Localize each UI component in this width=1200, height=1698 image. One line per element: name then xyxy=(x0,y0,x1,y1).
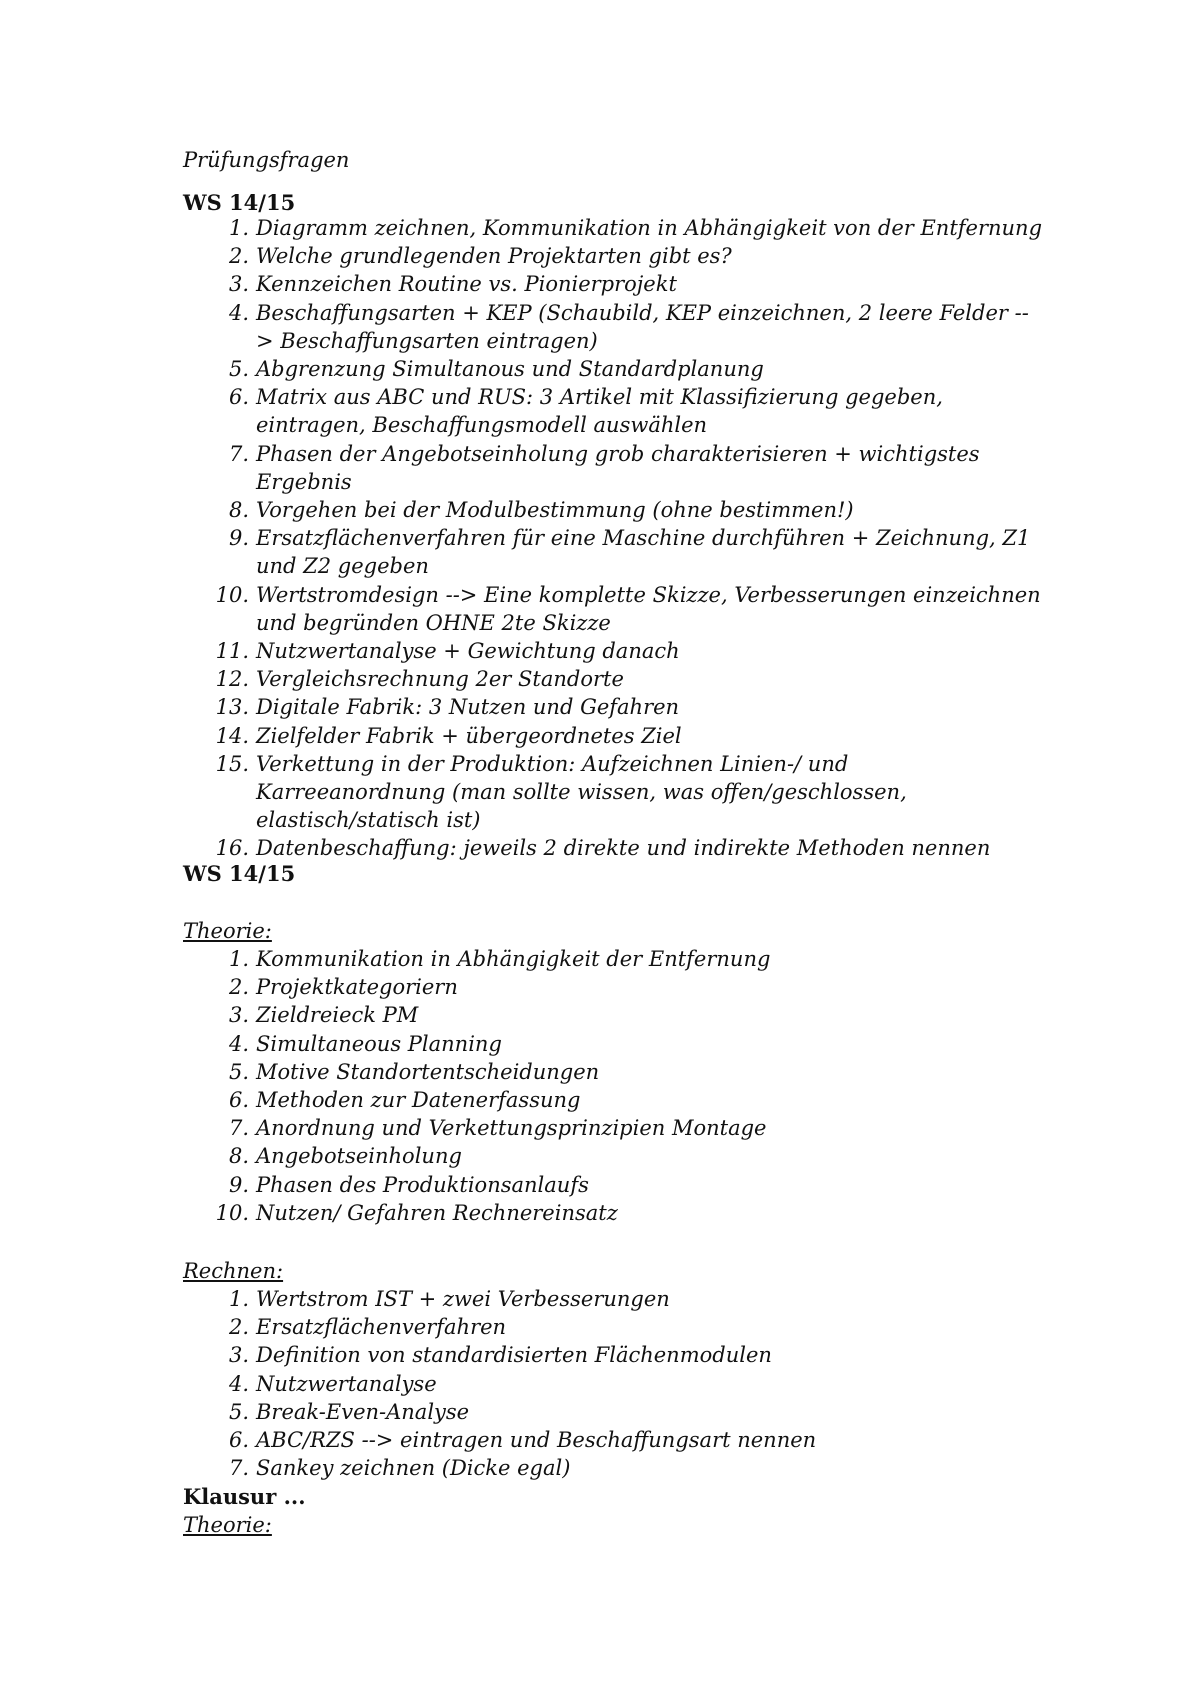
question-list xyxy=(183,214,1043,863)
list-item: 5. Break-Even-Analyse xyxy=(228,1399,470,1424)
list-item: 4. Nutzwertanalyse xyxy=(228,1371,437,1396)
list-item: 7. Sankey zeichnen (Dicke egal) xyxy=(228,1456,571,1481)
list-item: 5. Motive Standortentscheidungen xyxy=(228,1059,600,1084)
list-item: 8. Angebotseinholung xyxy=(228,1144,462,1169)
subsection-label: Theorie: xyxy=(183,1513,272,1537)
list-item: 9. Phasen des Produktionsanlaufs xyxy=(228,1172,589,1197)
list-item: 5. Abgrenzung Simultanous und Standardplanung xyxy=(228,357,764,382)
list-item: 13. Digitale Fabrik: 3 Nutzen und Gefahren xyxy=(215,695,680,720)
list-item: 2. Projektkategoriern xyxy=(228,975,458,1000)
list-item: 6. ABC/RZS --> eintragen und Beschaffungsart nennen xyxy=(228,1428,817,1453)
list-item: 10. Wertstromdesign --> Eine komplette Skizze, Verbesserungen einzeichnen und begründen OHNE 2te Skizze xyxy=(215,582,1041,635)
list-item: 4. Beschaffungsarten + KEP (Schaubild, KEP einzeichnen, 2 leere Felder --> Beschaffungsarten eintragen) xyxy=(228,300,1029,353)
list-item: 15. Verkettung in der Produktion: Aufzeichnen Linien-/ und Karreeanordnung (man sollte wissen, was offen/geschlossen, elastisch/statisch ist) xyxy=(215,751,907,833)
calculation-list xyxy=(183,1285,1043,1482)
list-item: 1. Wertstrom IST + zwei Verbesserungen xyxy=(228,1287,670,1311)
list-item: 6. Matrix aus ABC und RUS: 3 Artikel mit Klassifizierung gegeben, eintragen, Beschaffungsmodell auswählen xyxy=(228,385,943,438)
list-item: 3. Kennzeichen Routine vs. Pionierprojekt xyxy=(228,272,677,297)
list-item: 9. Ersatzflächenverfahren für eine Maschine durchführen + Zeichnung, Z1 und Z2 gegeben xyxy=(228,526,1031,579)
document-title: Prüfungsfragen xyxy=(183,148,350,172)
list-item: 3. Zieldreieck PM xyxy=(228,1003,419,1028)
list-item: 1. Diagramm zeichnen, Kommunikation in Abhängigkeit von der Entfernung xyxy=(228,216,1043,240)
list-item: 4. Simultaneous Planning xyxy=(228,1031,502,1056)
list-item: 11. Nutzwertanalyse + Gewichtung danach xyxy=(215,639,680,664)
list-item: 14. Zielfelder Fabrik + übergeordnetes Ziel xyxy=(215,723,682,748)
list-item: 7. Anordnung und Verkettungsprinzipien Montage xyxy=(228,1116,767,1141)
theory-list xyxy=(183,945,1043,1227)
list-item: 2. Welche grundlegenden Projektarten gibt es? xyxy=(228,244,732,269)
list-item: 8. Vorgehen bei der Modulbestimmung (ohne bestimmen!) xyxy=(228,498,854,523)
list-item: 1. Kommunikation in Abhängigkeit der Entfernung xyxy=(228,947,771,971)
list-item: 7. Phasen der Angebotseinholung grob charakterisieren + wichtigstes Ergebnis xyxy=(228,441,980,494)
list-item: 16. Datenbeschaffung: jeweils 2 direkte und indirekte Methoden nennen xyxy=(215,836,991,861)
list-item: 10. Nutzen/ Gefahren Rechnereinsatz xyxy=(215,1200,618,1225)
subsection-label: Theorie: xyxy=(183,919,272,943)
list-item: 12. Vergleichsrechnung 2er Standorte xyxy=(215,667,624,692)
section-heading: WS 14/15 xyxy=(183,861,296,886)
subsection-label: Rechnen: xyxy=(183,1259,284,1283)
list-item: 6. Methoden zur Datenerfassung xyxy=(228,1088,581,1113)
list-item: 2. Ersatzflächenverfahren xyxy=(228,1315,507,1340)
section-heading: Klausur ... xyxy=(183,1484,306,1509)
section-heading: WS 14/15 xyxy=(183,190,296,215)
list-item: 3. Definition von standardisierten Flächenmodulen xyxy=(228,1343,772,1368)
